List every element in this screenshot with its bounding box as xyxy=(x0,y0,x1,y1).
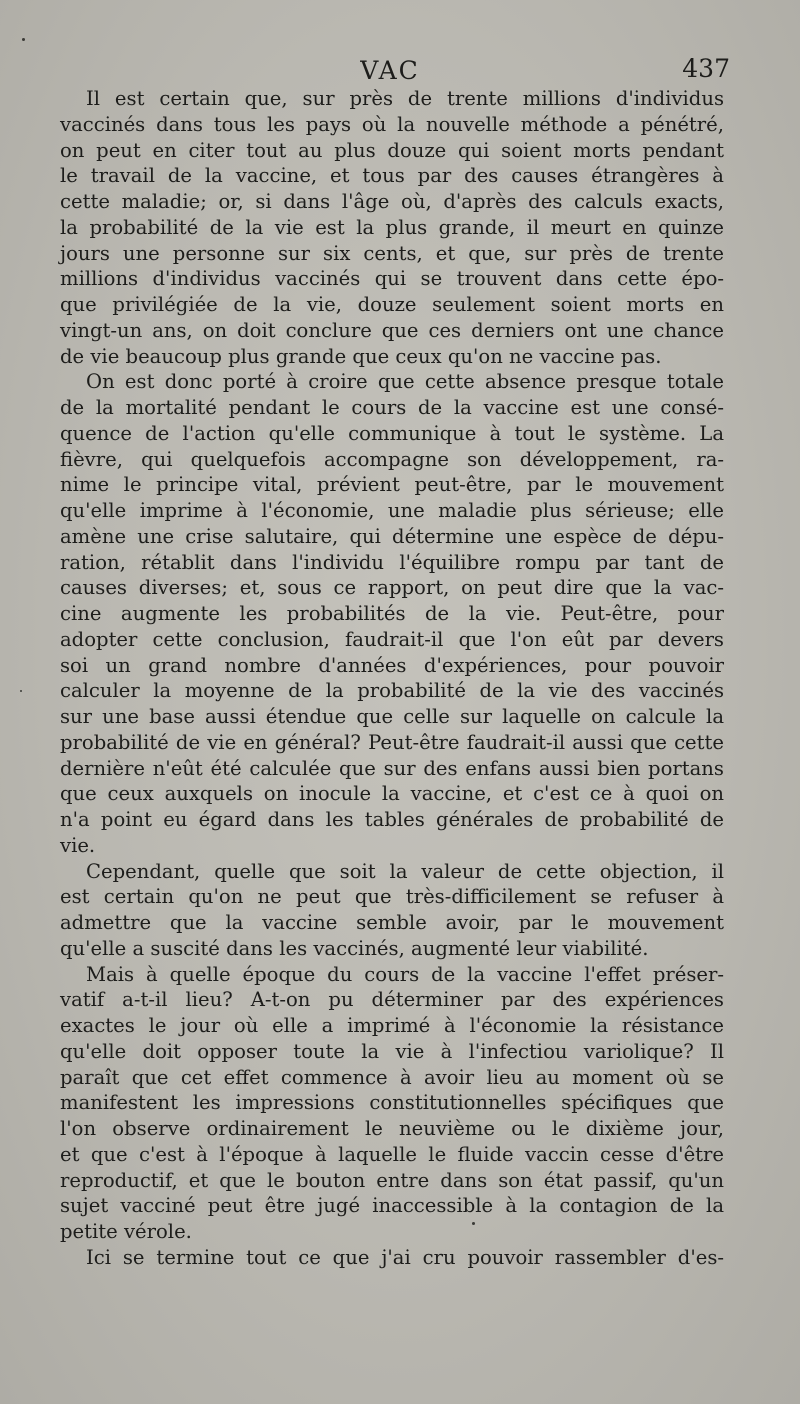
text-line: causes diverses; et, sous ce rapport, on peut dire que la vac- xyxy=(60,576,724,600)
text-line: dernière n'eût été calculée que sur des enfans aussi bien portans xyxy=(60,756,724,780)
text-line: calculer la moyenne de la probabilité de la vie des vaccinés xyxy=(60,679,724,703)
text-line: l'on observe ordinairement le neuvième ou le dixième jour, xyxy=(60,1117,724,1140)
text-line: que ceux auxquels on inocule la vaccine, et c'est ce à quoi on xyxy=(60,782,724,806)
text-line: admettre que la vaccine semble avoir, par le mouvement xyxy=(60,911,724,934)
text-line: que privilégiée de la vie, douze seulement soient morts en xyxy=(60,293,724,316)
running-head: VAC xyxy=(360,56,420,85)
text-line: On est donc porté à croire que cette absence presque totale xyxy=(86,370,724,394)
text-line: cine augmente les probabilités de la vie. Peut-être, pour xyxy=(60,602,724,625)
text-line: et que c'est à l'époque à laquelle le fluide vaccin cesse d'être xyxy=(60,1142,724,1166)
text-line: qu'elle imprime à l'économie, une maladie plus sérieuse; elle xyxy=(60,499,724,522)
text-line: quence de l'action qu'elle communique à tout le système. La xyxy=(60,421,724,445)
text-line: paraît que cet effet commence à avoir lieu au moment où se xyxy=(60,1065,724,1089)
text-line: nime le principe vital, prévient peut-être, par le mouvement xyxy=(60,473,724,497)
text-line: vie. xyxy=(60,833,96,857)
text-line: Mais à quelle époque du cours de la vaccine l'effet préser- xyxy=(86,962,724,986)
text-line: cette maladie; or, si dans l'âge où, d'après des calculs exacts, xyxy=(60,190,724,213)
text-line: vatif a-t-il lieu? A-t-on pu déterminer par des expériences xyxy=(60,988,724,1012)
text-line: adopter cette conclusion, faudrait-il que l'on eût par devers xyxy=(60,627,724,651)
text-line: on peut en citer tout au plus douze qui soient morts pendant xyxy=(60,138,724,162)
text-line: n'a point eu égard dans les tables générales de probabilité de xyxy=(60,808,724,831)
body-text xyxy=(60,86,724,1271)
text-line: le travail de la vaccine, et tous par des causes étrangères à xyxy=(60,164,724,188)
page-number: 437 xyxy=(682,54,730,83)
text-line: la probabilité de la vie est la plus grande, il meurt en quinze xyxy=(60,215,724,239)
text-line: petite vérole. xyxy=(60,1220,192,1243)
text-line: sujet vacciné peut être jugé inaccessible à la contagion de la xyxy=(60,1194,724,1218)
text-line: vaccinés dans tous les pays où la nouvelle méthode a pénétré, xyxy=(60,112,724,136)
text-line: Il est certain que, sur près de trente millions d'individus xyxy=(86,87,724,110)
text-line: de la mortalité pendant le cours de la vaccine est une consé- xyxy=(60,396,724,419)
paper-speck xyxy=(22,38,25,41)
text-line: fièvre, qui quelquefois accompagne son développement, ra- xyxy=(60,447,724,471)
text-line: qu'elle doit opposer toute la vie à l'infectiou variolique? Il xyxy=(60,1039,724,1063)
paper-speck xyxy=(20,690,22,692)
text-line: est certain qu'on ne peut que très-difficilement se refuser à xyxy=(60,885,724,909)
text-line: amène une crise salutaire, qui détermine une espèce de dépu- xyxy=(60,524,724,548)
text-line: reproductif, et que le bouton entre dans son état passif, qu'un xyxy=(60,1168,724,1192)
text-line: sur une base aussi étendue que celle sur laquelle on calcule la xyxy=(60,705,724,728)
text-line: qu'elle a suscité dans les vaccinés, augmenté leur viabilité. xyxy=(60,936,649,960)
text-line: exactes le jour où elle a imprimé à l'économie la résistance xyxy=(60,1014,724,1037)
text-line: vingt-un ans, on doit conclure que ces derniers ont une chance xyxy=(60,318,724,342)
text-line: millions d'individus vaccinés qui se trouvent dans cette épo- xyxy=(60,267,724,291)
text-line: manifestent les impressions constitutionnelles spécifiques que xyxy=(60,1091,724,1115)
text-line: soi un grand nombre d'années d'expériences, pour pouvoir xyxy=(60,653,724,677)
page-header xyxy=(0,52,800,88)
text-line: probabilité de vie en général? Peut-être faudrait-il aussi que cette xyxy=(60,730,724,754)
paper-speck xyxy=(472,1222,475,1225)
text-line: Cependant, quelle que soit la valeur de cette objection, il xyxy=(86,859,724,883)
text-line: Ici se termine tout ce que j'ai cru pouvoir rassembler d'es- xyxy=(86,1245,724,1269)
text-line: ration, rétablit dans l'individu l'équilibre rompu par tant de xyxy=(60,550,724,574)
text-line: jours une personne sur six cents, et que, sur près de trente xyxy=(60,241,724,265)
text-line: de vie beaucoup plus grande que ceux qu'on ne vaccine pas. xyxy=(60,344,662,368)
